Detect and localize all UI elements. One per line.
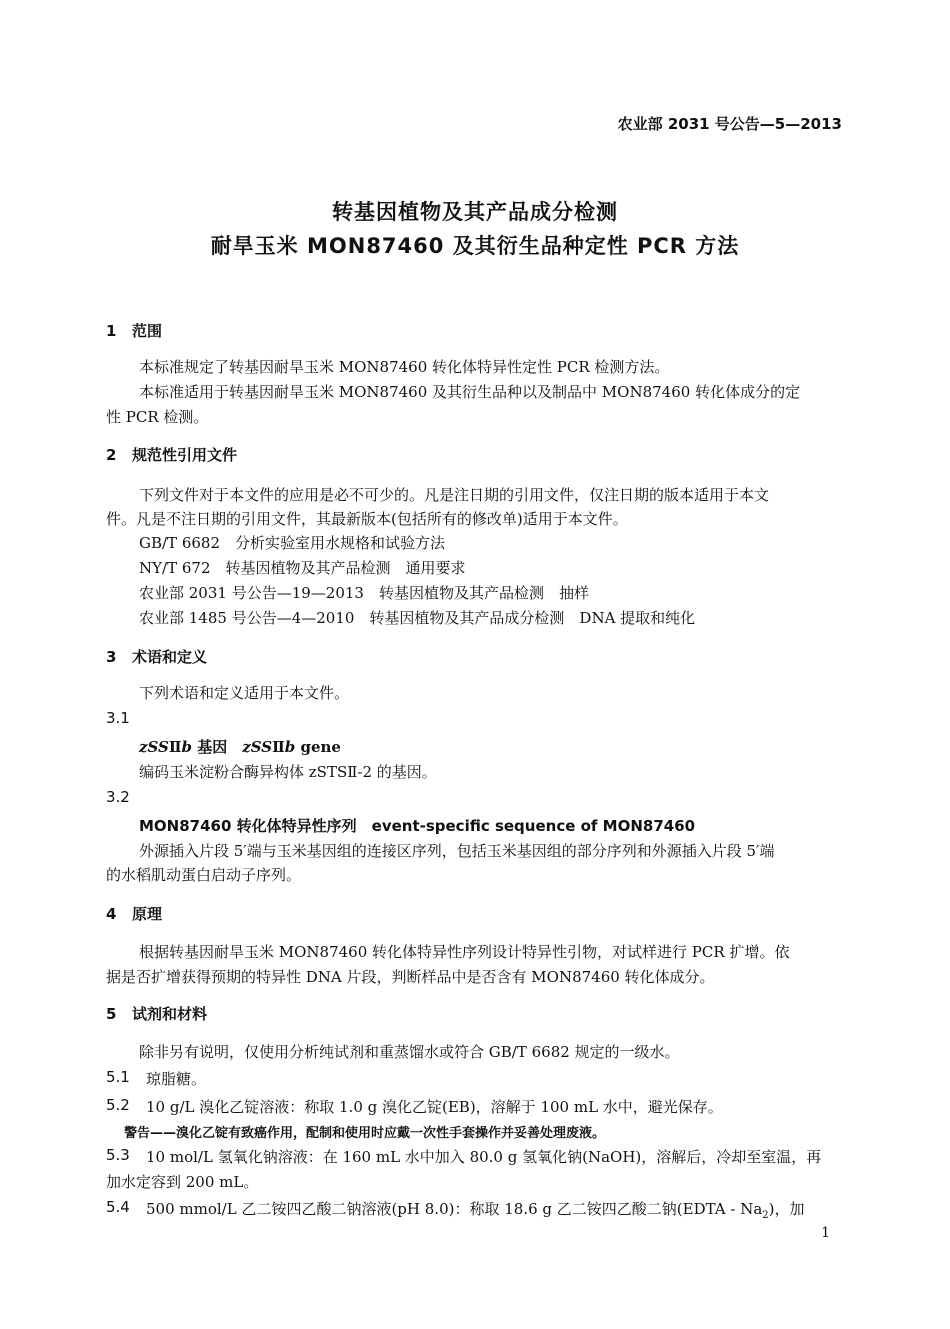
- term-3-2-number: 3.2: [106, 788, 130, 806]
- term-3-2-definition-b: 的水稻肌动蛋白启动子序列。: [106, 866, 302, 884]
- section-title: 范围: [132, 322, 163, 340]
- s1-paragraph-1: 本标准规定了转基因耐旱玉米 MON87460 转化体特异性定性 PCR 检测方法。: [139, 358, 670, 376]
- page-number: 1: [821, 1225, 830, 1241]
- section-title: 原理: [132, 905, 163, 923]
- section-title: 规范性引用文件: [132, 446, 238, 464]
- item-5-2-number: 5.2: [106, 1096, 130, 1114]
- s5-paragraph-1: 除非另有说明，仅使用分析纯试剂和重蒸馏水或符合 GB/T 6682 规定的一级水。: [139, 1043, 680, 1061]
- item-5-1-number: 5.1: [106, 1068, 130, 1086]
- section-number: 4: [106, 905, 117, 923]
- title-line-2: 耐旱玉米 MON87460 及其衍生品种定性 PCR 方法: [210, 234, 740, 258]
- reference-item: GB/T 6682 分析实验室用水规格和试验方法: [139, 534, 446, 552]
- document-number: 农业部 2031 号公告—5—2013: [617, 115, 842, 133]
- section-title: 试剂和材料: [132, 1005, 208, 1023]
- item-5-3-number: 5.3: [106, 1146, 130, 1164]
- s2-paragraph-1a: 下列文件对于本文件的应用是必不可少的。凡是注日期的引用文件，仅注日期的版本适用于本文: [139, 486, 770, 504]
- section-5-heading: [106, 1003, 207, 1024]
- item-5-1-text: 琼脂糖。: [146, 1070, 207, 1088]
- item-5-3-text-a: 10 mol/L 氢氧化钠溶液：在 160 mL 水中加入 80.0 g 氢氧化钠(NaOH)，溶解后，冷却至室温，再: [146, 1148, 822, 1166]
- reference-item: 农业部 2031 号公告—19—2013 转基因植物及其产品检测 抽样: [139, 584, 589, 602]
- section-number: 1: [106, 322, 117, 340]
- s1-paragraph-2b: 性 PCR 检测。: [106, 408, 209, 426]
- reference-item: NY/T 672 转基因植物及其产品检测 通用要求: [139, 559, 466, 577]
- section-number: 5: [106, 1005, 117, 1023]
- s4-paragraph-1b: 据是否扩增获得预期的特异性 DNA 片段，判断样品中是否含有 MON87460 转化体成分。: [106, 968, 715, 986]
- item-5-4-number: 5.4: [106, 1198, 130, 1216]
- item-5-2-text: 10 g/L 溴化乙锭溶液：称取 1.0 g 溴化乙锭(EB)，溶解于 100 mL 水中，避光保存。: [146, 1098, 723, 1116]
- term-3-2-name: MON87460 转化体特异性序列 event-specific sequence of MON87460: [139, 817, 696, 835]
- section-title: 术语和定义: [132, 648, 208, 666]
- term-3-1-number: 3.1: [106, 709, 130, 727]
- section-4-heading: [106, 903, 162, 924]
- s2-paragraph-1b: 件。凡是不注日期的引用文件，其最新版本(包括所有的修改单)适用于本文件。: [106, 510, 628, 528]
- s1-paragraph-2a: 本标准适用于转基因耐旱玉米 MON87460 及其衍生品种以及制品中 MON87460 转化体成分的定: [139, 383, 801, 401]
- section-number: 2: [106, 446, 117, 464]
- section-2-heading: [106, 444, 237, 465]
- term-3-1-definition: 编码玉米淀粉合酶异构体 zSTSⅡ-2 的基因。: [139, 763, 437, 781]
- reference-item: 农业部 1485 号公告—4—2010 转基因植物及其产品成分检测 DNA 提取和纯化: [139, 609, 696, 627]
- section-3-heading: [106, 646, 207, 667]
- title-line-1: 转基因植物及其产品成分检测: [332, 200, 618, 224]
- item-5-4-text: 500 mmol/L 乙二铵四乙酸二钠溶液(pH 8.0)：称取 18.6 g 乙二铵四乙酸二钠(EDTA - $Na_2$)，加: [146, 1200, 805, 1221]
- section-number: 3: [106, 648, 117, 666]
- section-1-heading: [106, 320, 162, 341]
- warning-note: 警告——溴化乙锭有致癌作用，配制和使用时应戴一次性手套操作并妥善处理废液。: [124, 1126, 606, 1141]
- s4-paragraph-1a: 根据转基因耐旱玉米 MON87460 转化体特异性序列设计特异性引物，对试样进行 PCR 扩增。依: [139, 943, 790, 961]
- term-3-1-name: zSSⅡb 基因 zSSⅡb gene: [139, 738, 341, 756]
- item-5-3-text-b: 加水定容到 200 mL。: [106, 1173, 259, 1191]
- s3-paragraph-1: 下列术语和定义适用于本文件。: [139, 684, 350, 702]
- term-3-2-definition-a: 外源插入片段 5′端与玉米基因组的连接区序列，包括玉米基因组的部分序列和外源插入片段 5′端: [139, 842, 775, 860]
